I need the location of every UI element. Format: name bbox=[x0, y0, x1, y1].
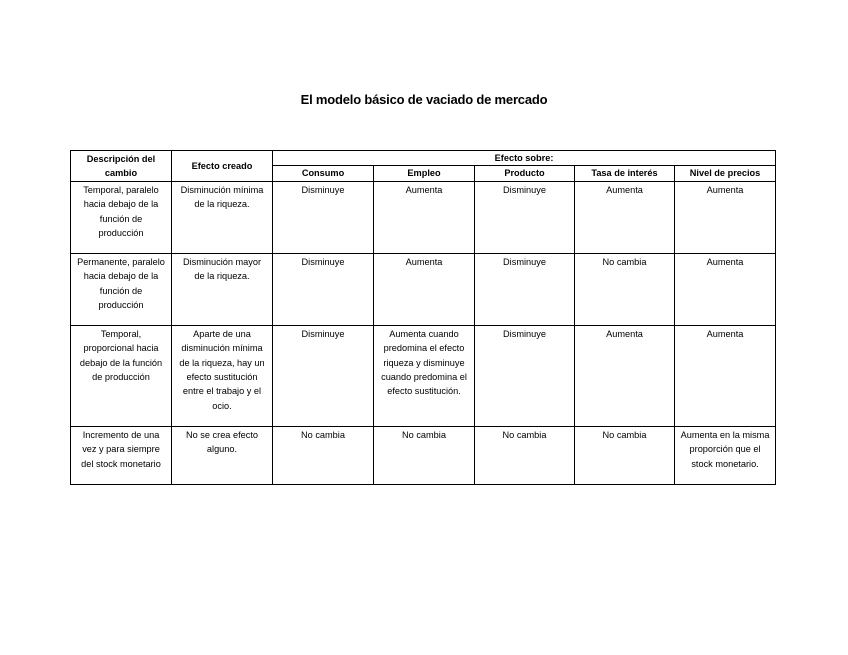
cell-created: Aparte de una disminución mínima de la riqueza, hay un efecto sustitución entre el trabajo y el ocio. bbox=[172, 325, 273, 426]
cell-description: Temporal, paralelo hacia debajo de la función de producción bbox=[71, 181, 172, 253]
cell-description: Incremento de una vez y para siempre del stock monetario bbox=[71, 426, 172, 484]
header-nivel-precios: Nivel de precios bbox=[675, 166, 776, 181]
cell-producto: Disminuye bbox=[475, 325, 575, 426]
cell-consumo: Disminuye bbox=[273, 253, 374, 325]
cell-producto: Disminuye bbox=[475, 181, 575, 253]
cell-empleo: No cambia bbox=[374, 426, 475, 484]
cell-description: Permanente, paralelo hacia debajo de la función de producción bbox=[71, 253, 172, 325]
table-row bbox=[71, 181, 776, 253]
cell-description: Temporal, proporcional hacia debajo de la función de producción bbox=[71, 325, 172, 426]
header-created: Efecto creado bbox=[172, 151, 273, 182]
header-empleo: Empleo bbox=[374, 166, 475, 181]
cell-nivel-precios: Aumenta bbox=[675, 325, 776, 426]
header-effect-on: Efecto sobre: bbox=[273, 151, 776, 166]
cell-consumo: No cambia bbox=[273, 426, 374, 484]
header-tasa-interes: Tasa de interés bbox=[575, 166, 675, 181]
table-row bbox=[71, 253, 776, 325]
effects-table bbox=[70, 150, 776, 485]
cell-empleo: Aumenta cuando predomina el efecto riqueza y disminuye cuando predomina el efecto sustitución. bbox=[374, 325, 475, 426]
cell-producto: No cambia bbox=[475, 426, 575, 484]
table-row bbox=[71, 325, 776, 426]
cell-tasa-interes: Aumenta bbox=[575, 181, 675, 253]
cell-nivel-precios: Aumenta bbox=[675, 253, 776, 325]
table-row bbox=[71, 426, 776, 484]
cell-nivel-precios: Aumenta bbox=[675, 181, 776, 253]
cell-created: Disminución mínima de la riqueza. bbox=[172, 181, 273, 253]
cell-tasa-interes: No cambia bbox=[575, 253, 675, 325]
cell-empleo: Aumenta bbox=[374, 181, 475, 253]
cell-tasa-interes: Aumenta bbox=[575, 325, 675, 426]
header-row-top bbox=[71, 151, 776, 166]
header-description: Descripción del cambio bbox=[71, 151, 172, 182]
cell-created: Disminución mayor de la riqueza. bbox=[172, 253, 273, 325]
cell-consumo: Disminuye bbox=[273, 181, 374, 253]
cell-consumo: Disminuye bbox=[273, 325, 374, 426]
header-consumo: Consumo bbox=[273, 166, 374, 181]
cell-tasa-interes: No cambia bbox=[575, 426, 675, 484]
cell-nivel-precios: Aumenta en la misma proporción que el stock monetario. bbox=[675, 426, 776, 484]
header-producto: Producto bbox=[475, 166, 575, 181]
cell-producto: Disminuye bbox=[475, 253, 575, 325]
page-title: El modelo básico de vaciado de mercado bbox=[300, 92, 548, 107]
cell-created: No se crea efecto alguno. bbox=[172, 426, 273, 484]
cell-empleo: Aumenta bbox=[374, 253, 475, 325]
